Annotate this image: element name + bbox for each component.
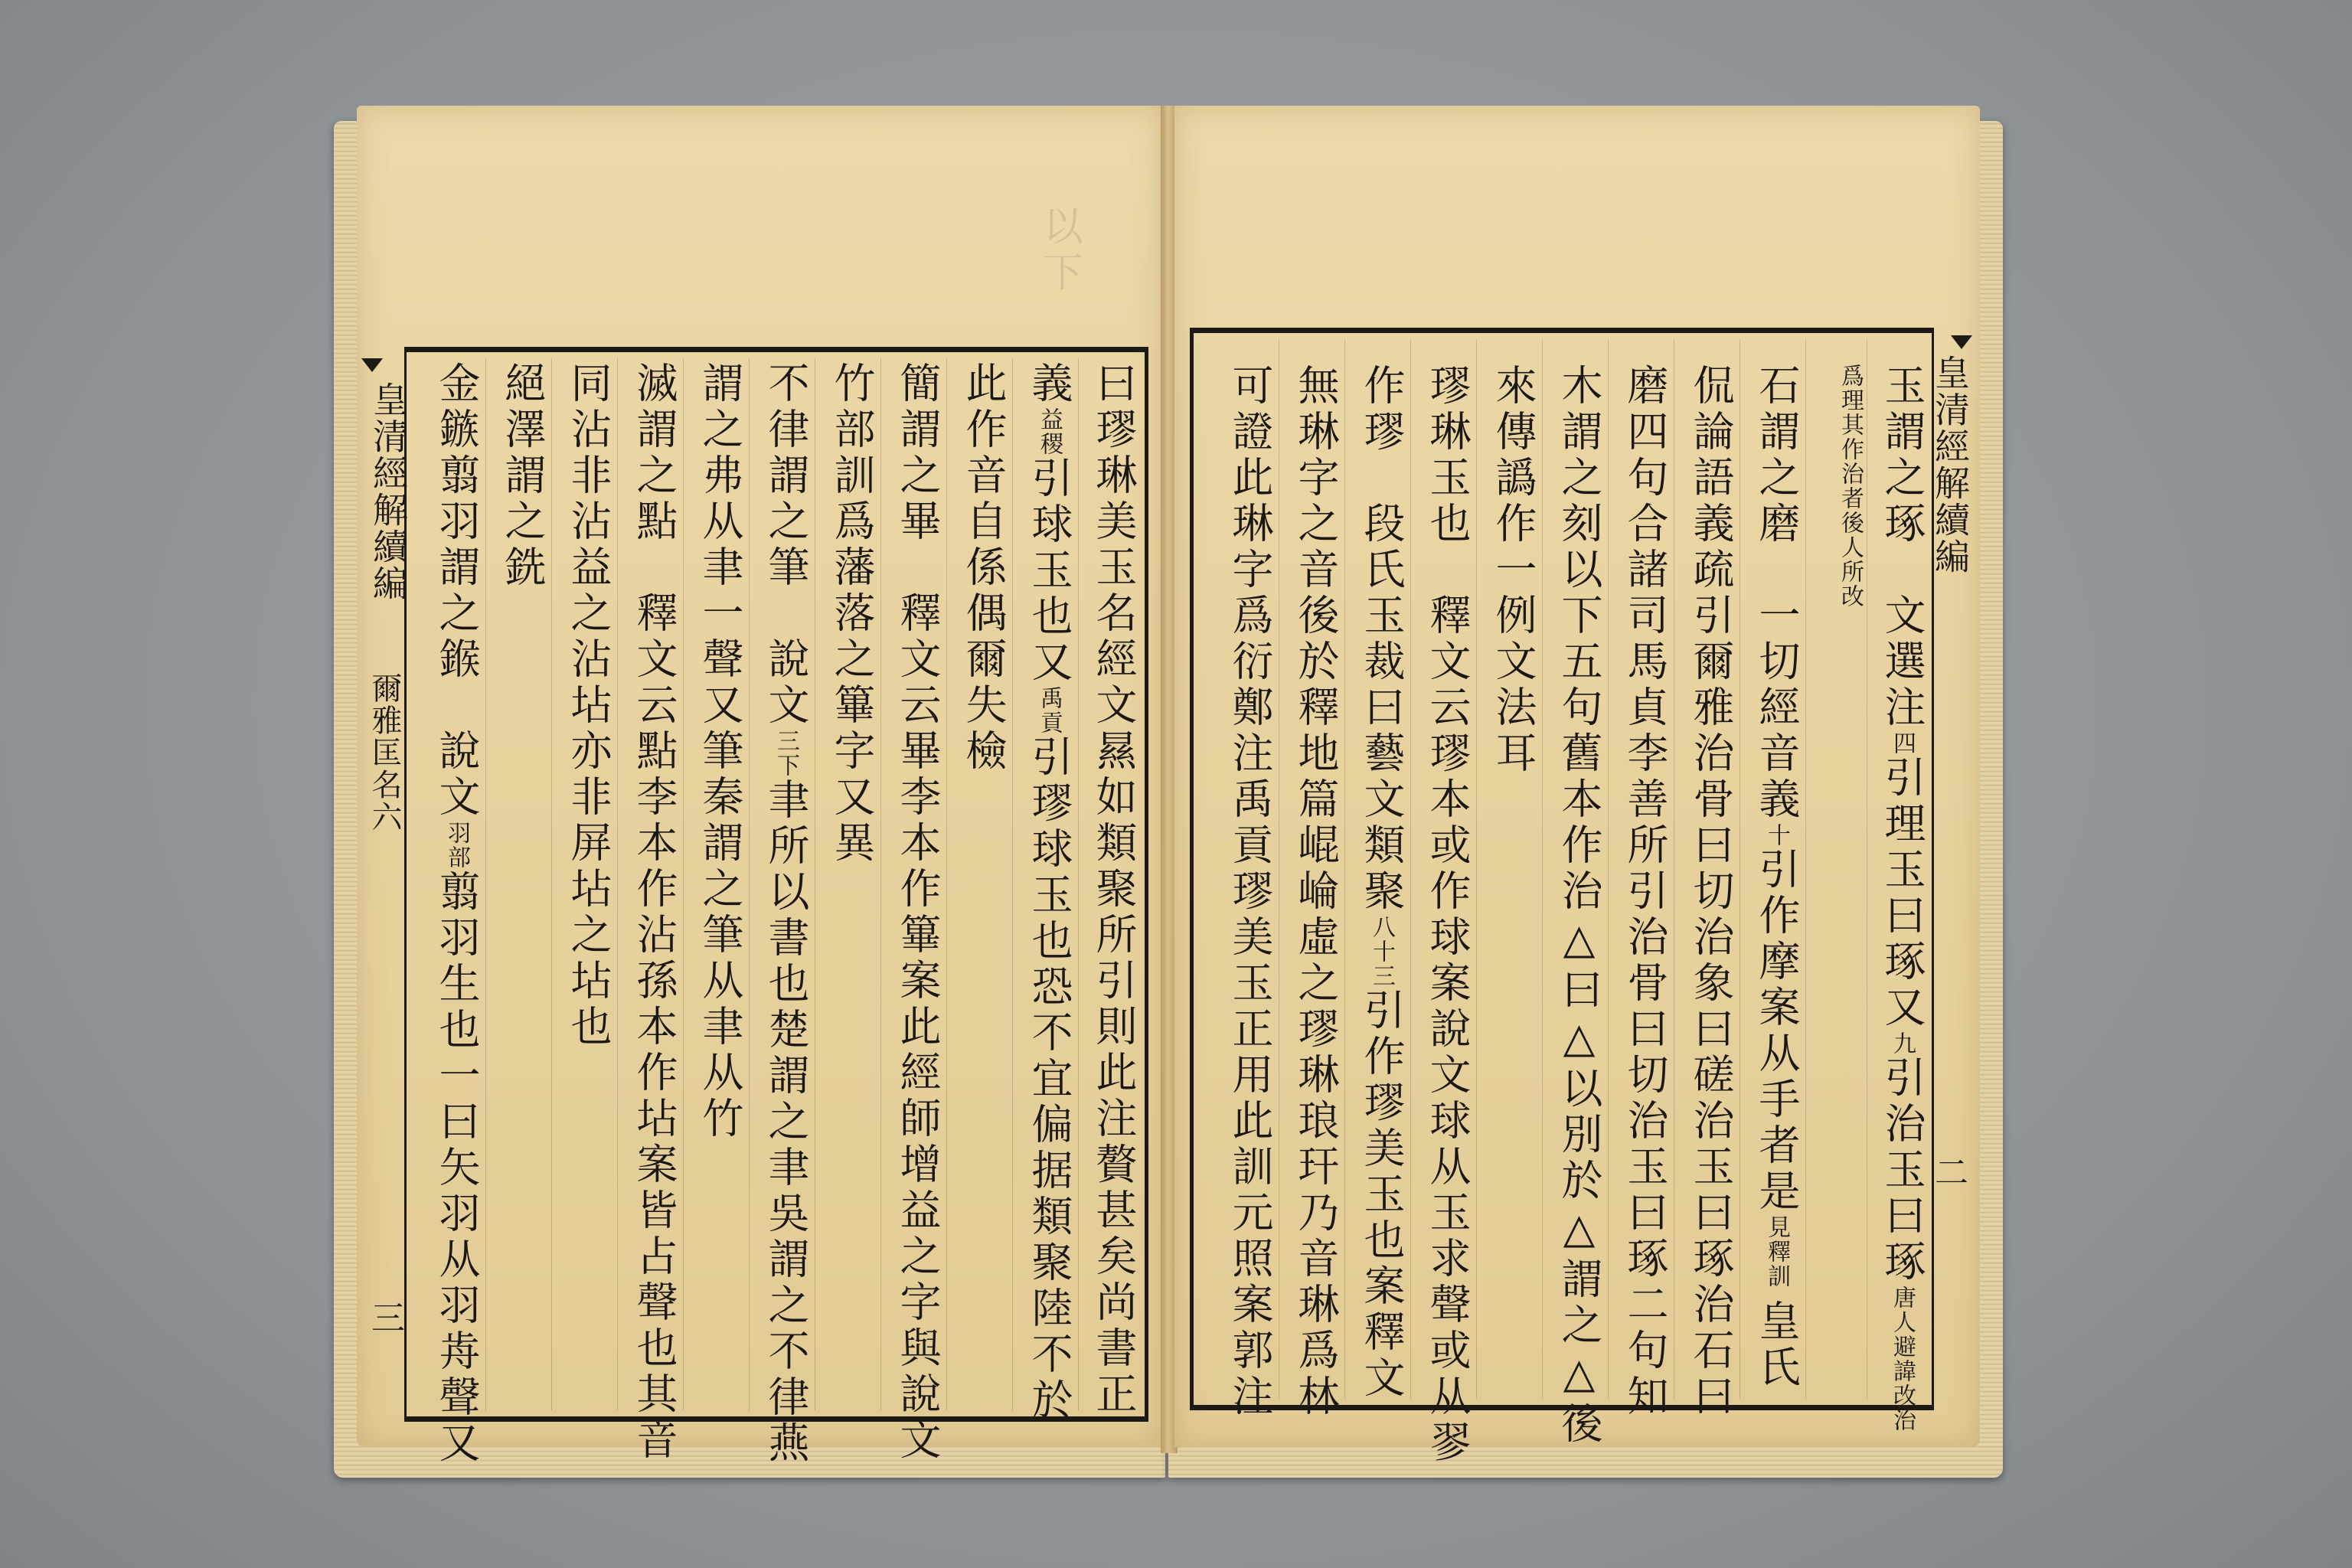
text-column: 竹部訓爲藩落之篳字又異 bbox=[828, 361, 876, 867]
column-rule bbox=[1344, 339, 1345, 1399]
margin-title: 皇清經解續編 bbox=[1929, 354, 1971, 575]
text-column: 絕澤謂之銑 bbox=[498, 361, 547, 591]
left-page bbox=[357, 106, 1162, 1467]
column-rule bbox=[1805, 339, 1806, 1399]
text-column: 無琳字之音後於釋地篇崐崘虛之璆琳琅玕乃音琳爲林 bbox=[1292, 364, 1340, 1420]
text-column: 謂之弗从聿一聲又筆秦謂之筆从聿从竹 bbox=[696, 361, 744, 1142]
interlinear-note: 三下 bbox=[773, 729, 799, 778]
leaf-number: 二 bbox=[1929, 1155, 1968, 1188]
text-column: 作璆 段氏玉裁曰藝文類聚八十三引作璆美玉也案釋文 bbox=[1357, 364, 1406, 1402]
interlinear-note: 唐人避諱改治 bbox=[1889, 1285, 1916, 1432]
text-column: 簡謂之畢 釋文云畢李本作篳案此經師增益之字與說文 bbox=[893, 361, 942, 1464]
text-column: 可證此琳字爲衍鄭注禹貢璆美玉正用此訓元照案郭注 bbox=[1226, 364, 1274, 1420]
text-column: 此作音自係偶爾失檢 bbox=[959, 361, 1008, 775]
text-column: 來傳譌作一例文法耳 bbox=[1489, 364, 1537, 777]
column-rule bbox=[946, 358, 947, 1410]
column-rule bbox=[1012, 358, 1013, 1410]
text-column: 義益稷引球玉也又禹貢引璆球玉也恐不宜偏据類聚陸不於 bbox=[1025, 361, 1073, 1424]
open-book bbox=[334, 106, 2003, 1484]
interlinear-note: 羽部 bbox=[443, 821, 470, 870]
column-rule bbox=[551, 358, 552, 1410]
interlinear-note: 四 bbox=[1889, 731, 1916, 756]
interlinear-note: 八十三 bbox=[1368, 915, 1395, 988]
leaf-number: 三 bbox=[365, 1300, 404, 1334]
text-column: 木謂之刻以下五句舊本作治△曰△以別於△謂之△後 bbox=[1555, 364, 1603, 1448]
fishtail-mark bbox=[361, 358, 383, 372]
column-rule bbox=[683, 358, 684, 1410]
text-column: 磨四句合諸司馬貞李善所引治骨曰切治玉曰琢二句知 bbox=[1621, 364, 1669, 1420]
interlinear-note: 爲理其作治者後人所改 bbox=[1837, 364, 1864, 609]
text-column: 璆琳玉也 釋文云璆本或作球案說文球从玉求聲或从翏 bbox=[1423, 364, 1472, 1466]
column-rule bbox=[617, 358, 618, 1410]
text-column: 同沾非沾益之沾坫亦非屏坫之坫也 bbox=[564, 361, 612, 1050]
column-rule bbox=[1410, 339, 1411, 1399]
interlinear-note: 益稷 bbox=[1036, 407, 1063, 456]
column-rule bbox=[1608, 339, 1609, 1399]
right-page bbox=[1174, 106, 1980, 1466]
margin-section: 爾雅匡名六 bbox=[367, 672, 402, 833]
text-column: 不律謂之筆 說文三下聿所以書也楚謂之聿吳謂之不律燕 bbox=[762, 361, 810, 1467]
column-rule bbox=[749, 358, 750, 1410]
interlinear-note: 見釋訓 bbox=[1763, 1215, 1790, 1289]
right-page-frame bbox=[1190, 328, 1934, 1466]
text-column: 曰璆琳美玉名經文㬎如類聚所引則此注贅甚矣尚書正 bbox=[1089, 361, 1138, 1418]
column-rule bbox=[1476, 339, 1477, 1399]
left-page-frame bbox=[404, 347, 1148, 1467]
interlinear-note: 禹貢 bbox=[1036, 686, 1063, 735]
interlinear-note: 九 bbox=[1889, 1031, 1916, 1056]
show-through-text: 以下 bbox=[1036, 205, 1082, 297]
column-rule bbox=[1078, 358, 1079, 1410]
column-rule bbox=[880, 358, 881, 1410]
fishtail-mark bbox=[1951, 335, 1972, 349]
text-column: 石謂之磨 一切經音義十引作摩案从手者是見釋訓皇氏 bbox=[1753, 364, 1801, 1391]
column-rule bbox=[1542, 339, 1543, 1399]
text-column: 侃論語義疏引爾雅治骨曰切治象曰磋治玉曰琢治石曰 bbox=[1687, 364, 1735, 1420]
interlinear-note: 十 bbox=[1763, 823, 1790, 848]
text-column: 玉謂之琢 文選注四引理玉曰琢又九引治玉曰琢唐人避諱改治 bbox=[1878, 364, 1926, 1432]
text-column: 滅謂之點 釋文云點李本作沾孫本作坫案皆占聲也其音 bbox=[630, 361, 678, 1464]
column-rule bbox=[485, 358, 486, 1410]
margin-title: 皇清經解續編 bbox=[368, 381, 409, 602]
text-column: 金鏃翦羽謂之鍭 說文羽部翦羽生也一曰矢羽从羽歬聲又 bbox=[433, 361, 481, 1467]
